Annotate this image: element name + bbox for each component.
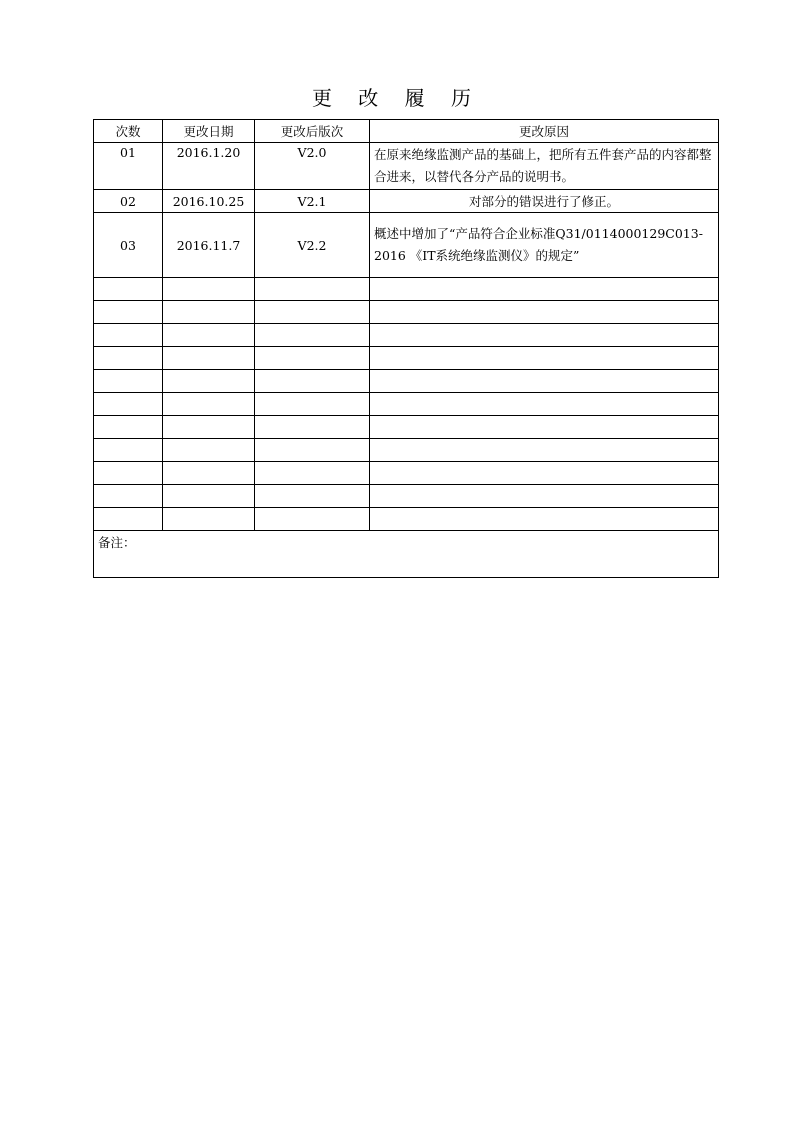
empty-cell: [370, 370, 719, 393]
empty-cell: [370, 485, 719, 508]
empty-cell: [94, 416, 163, 439]
empty-cell: [94, 393, 163, 416]
header-date: 更改日期: [163, 120, 255, 143]
empty-cell: [255, 370, 370, 393]
row-date: 2016.10.25: [163, 190, 255, 213]
empty-cell: [163, 347, 255, 370]
empty-cell: [94, 324, 163, 347]
empty-cell: [94, 508, 163, 531]
empty-table-row: [94, 324, 719, 347]
empty-table-row: [94, 347, 719, 370]
empty-cell: [255, 485, 370, 508]
empty-cell: [163, 416, 255, 439]
row-reason: 在原来绝缘监测产品的基础上，把所有五件套产品的内容都整合进来，以替代各分产品的说明书。: [370, 143, 719, 190]
empty-cell: [255, 393, 370, 416]
row-version: V2.1: [255, 190, 370, 213]
empty-cell: [370, 324, 719, 347]
empty-cell: [370, 439, 719, 462]
page-title: 更 改 履 历: [311, 86, 482, 110]
empty-cell: [370, 508, 719, 531]
empty-table-row: [94, 485, 719, 508]
empty-cell: [370, 462, 719, 485]
empty-cell: [163, 278, 255, 301]
revision-history-table: [93, 119, 719, 578]
empty-cell: [163, 508, 255, 531]
header-seq: 次数: [94, 120, 163, 143]
empty-cell: [94, 347, 163, 370]
empty-cell: [255, 439, 370, 462]
empty-cell: [255, 508, 370, 531]
empty-cell: [163, 462, 255, 485]
row-date: 2016.1.20: [163, 143, 255, 190]
empty-cell: [370, 393, 719, 416]
note-label: 备注：: [94, 531, 719, 578]
empty-table-row: [94, 462, 719, 485]
table-row: [94, 143, 719, 190]
empty-table-row: [94, 301, 719, 324]
row-version: V2.2: [255, 213, 370, 278]
empty-cell: [163, 370, 255, 393]
empty-cell: [94, 370, 163, 393]
header-reason: 更改原因: [370, 120, 719, 143]
empty-table-row: [94, 370, 719, 393]
empty-cell: [255, 462, 370, 485]
empty-cell: [255, 301, 370, 324]
empty-cell: [163, 439, 255, 462]
empty-cell: [255, 347, 370, 370]
table-row: [94, 190, 719, 213]
empty-table-row: [94, 278, 719, 301]
empty-cell: [255, 324, 370, 347]
row-seq: 02: [94, 190, 163, 213]
empty-cell: [255, 416, 370, 439]
row-version: V2.0: [255, 143, 370, 190]
row-seq: 01: [94, 143, 163, 190]
row-seq: 03: [94, 213, 163, 278]
empty-table-row: [94, 416, 719, 439]
header-version: 更改后版次: [255, 120, 370, 143]
empty-cell: [94, 278, 163, 301]
note-row: [94, 531, 719, 578]
empty-table-row: [94, 508, 719, 531]
empty-table-row: [94, 439, 719, 462]
empty-cell: [94, 301, 163, 324]
empty-cell: [370, 416, 719, 439]
empty-cell: [255, 278, 370, 301]
empty-table-row: [94, 393, 719, 416]
empty-cell: [370, 347, 719, 370]
empty-cell: [163, 485, 255, 508]
row-date: 2016.11.7: [163, 213, 255, 278]
empty-cell: [163, 301, 255, 324]
row-reason: 对部分的错误进行了修正。: [370, 190, 719, 213]
empty-cell: [94, 485, 163, 508]
empty-cell: [94, 462, 163, 485]
empty-cell: [163, 393, 255, 416]
header-row: [94, 120, 719, 143]
empty-cell: [94, 439, 163, 462]
empty-cell: [370, 301, 719, 324]
row-reason: 概述中增加了“产品符合企业标准Q31/0114000129C013-2016 《IT系统绝缘监测仪》的规定”: [370, 213, 719, 278]
empty-cell: [370, 278, 719, 301]
table-row: [94, 213, 719, 278]
empty-cell: [163, 324, 255, 347]
